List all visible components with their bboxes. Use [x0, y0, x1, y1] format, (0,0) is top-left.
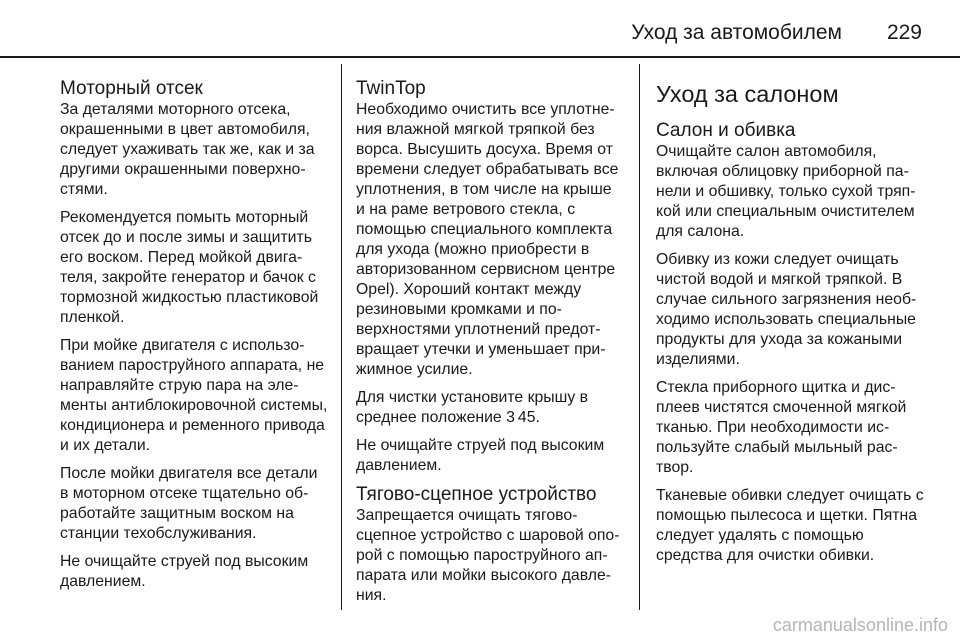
paragraph: Очищайте салон автомобиля, включая облицовку приборной панели и обшивку, только сухой тряпкой или специальным очистителем для салона.: [656, 143, 916, 240]
section-heading-engine-bay: Моторный отсек: [60, 78, 203, 99]
paragraph: Рекомендуется помыть моторный отсек до и после зимы и защитить его воском. Перед мойкой двигателя, закройте генератор и бачок с тормозной жидкостью пластиковой пленкой.: [60, 209, 319, 326]
column-divider-2: [639, 64, 640, 610]
paragraph: Не очищайте струей под высоким давлением.: [60, 553, 309, 590]
column-divider-1: [341, 64, 342, 610]
paragraph: После мойки двигателя все детали в моторном отсеке тщательно обработайте защитным воском на станции техобслуживания.: [60, 465, 318, 542]
paragraph: Запрещается очищать тяговосцепное устройство с шаровой опорой с помощью пароструйного аппарата или мойки высокого давления.: [356, 507, 620, 604]
paragraph: Не очищайте струей под высоким давлением.: [356, 437, 605, 474]
paragraph: При мойке двигателя с использованием пароструйного аппарата, не направляйте струю пара на элементы антиблокировочной системы, кондиционера и ременного привода и их детали.: [60, 337, 328, 454]
header-title: Уход за автомобилем: [631, 21, 842, 44]
page-reference-link[interactable]: 45.: [517, 409, 540, 426]
paragraph: Тканевые обивки следует очищать с помощью пылесоса и щетки. Пятна следует удалять с помощью средства для очистки обивки.: [656, 487, 924, 564]
column-engine-bay: [60, 78, 328, 600]
section-heading-interior-upholstery: Салон и обивка: [656, 120, 796, 141]
paragraph: [356, 388, 624, 428]
section-heading-twintop: TwinTop: [356, 78, 426, 99]
paragraph: Необходимо очистить все уплотнения влажной мягкой тряпкой без ворса. Высушить досуха. Время от времени следует обрабатывать все уплотнения, в том числе на крыше и на раме ветрового стекла, с помощью специального комплекта для ухода (можно приобрести в авторизованном сервисном центре Opel). Хороший контакт между резиновыми кромками и поверхностями уплотнений предотвращает утечки и уменьшает прижимное усилие.: [356, 101, 619, 378]
paragraph: Обивку из кожи следует очищать чистой водой и мягкой тряпкой. В случае сильного загрязнения необходимо использовать специальные продукты для ухода за кожаными изделиями.: [656, 251, 917, 368]
paragraph: За деталями моторного отсека, окрашенными в цвет автомобиля, следует ухаживать так же, как и за другими окрашенными поверхностями.: [60, 101, 315, 198]
column-interior-care: [656, 78, 926, 574]
watermark: carmanualsonline.info: [772, 615, 948, 635]
chapter-heading-interior-care: Уход за салоном: [656, 81, 839, 107]
column-twintop: [356, 78, 624, 614]
section-heading-towbar: Тягово-сцепное устройство: [356, 484, 597, 505]
paragraph: Стекла приборного щитка и дисплеев чистятся смоченной мягкой тканью. При необходимости используйте слабый мыльный раствор.: [656, 379, 907, 476]
page-header: [0, 0, 960, 58]
header-rule: [0, 56, 960, 58]
paragraph-text: Для чистки установите крышу в среднее положение: [356, 389, 588, 426]
page-reference-arrow-icon: 3: [506, 409, 515, 426]
page-number: 229: [886, 21, 922, 44]
